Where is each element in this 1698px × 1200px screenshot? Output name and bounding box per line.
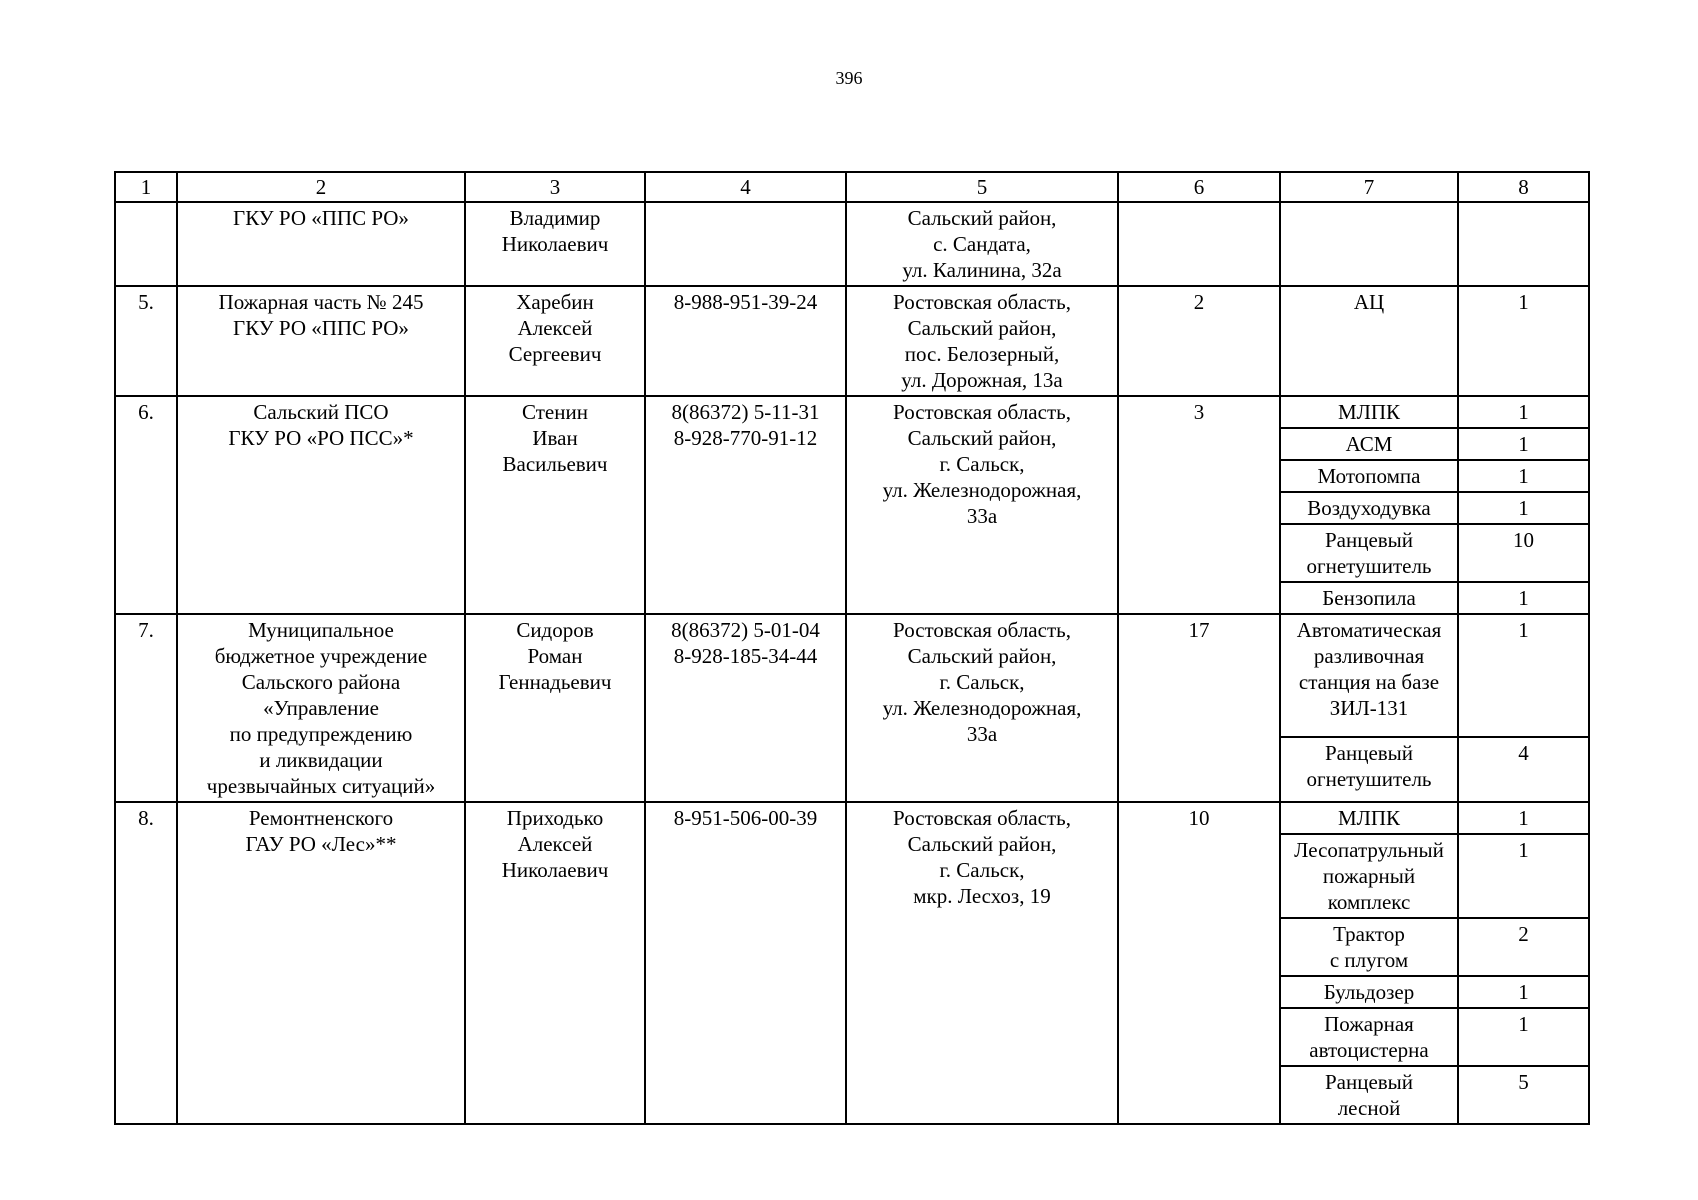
- table-row: [115, 614, 1589, 737]
- equipment-quantity-cell: 5: [1458, 1066, 1589, 1124]
- organization-cell: Муниципальное бюджетное учреждение Сальского района «Управление по предупреждению и ликвидации чрезвычайных ситуаций»: [177, 614, 465, 802]
- row-number-cell: 6.: [115, 396, 177, 614]
- phone-cell: 8-988-951-39-24: [645, 286, 846, 396]
- responsible-person-cell: Сидоров Роман Геннадьевич: [465, 614, 645, 802]
- equipment-name-cell: Мотопомпа: [1280, 460, 1458, 492]
- equipment-quantity-cell: 1: [1458, 802, 1589, 834]
- equipment-name-cell: Ранцевый огнетушитель: [1280, 524, 1458, 582]
- equipment-quantity-cell: 1: [1458, 460, 1589, 492]
- equipment-name-cell: Ранцевый лесной: [1280, 1066, 1458, 1124]
- equipment-quantity-cell: 1: [1458, 396, 1589, 428]
- equipment-quantity-cell: [1458, 202, 1589, 286]
- address-cell: Ростовская область, Сальский район, г. Сальск, ул. Железнодорожная, 33а: [846, 396, 1118, 614]
- header-cell: 6: [1118, 172, 1280, 202]
- header-row: [115, 172, 1589, 202]
- equipment-quantity-cell: 4: [1458, 737, 1589, 802]
- equipment-quantity-cell: 1: [1458, 614, 1589, 737]
- equipment-name-cell: Воздуходувка: [1280, 492, 1458, 524]
- organization-cell: Пожарная часть № 245 ГКУ РО «ППС РО»: [177, 286, 465, 396]
- equipment-name-cell: Бульдозер: [1280, 976, 1458, 1008]
- phone-cell: [645, 202, 846, 286]
- table-body: [115, 172, 1589, 1124]
- equipment-quantity-cell: 1: [1458, 492, 1589, 524]
- personnel-count-cell: [1118, 202, 1280, 286]
- equipment-name-cell: Автоматическая разливочная станция на базе ЗИЛ-131: [1280, 614, 1458, 737]
- equipment-quantity-cell: 10: [1458, 524, 1589, 582]
- responsible-person-cell: Владимир Николаевич: [465, 202, 645, 286]
- equipment-name-cell: Ранцевый огнетушитель: [1280, 737, 1458, 802]
- header-cell: 8: [1458, 172, 1589, 202]
- equipment-name-cell: АСМ: [1280, 428, 1458, 460]
- equipment-quantity-cell: 1: [1458, 286, 1589, 396]
- equipment-name-cell: Пожарная автоцистерна: [1280, 1008, 1458, 1066]
- equipment-quantity-cell: 1: [1458, 834, 1589, 918]
- equipment-name-cell: Бензопила: [1280, 582, 1458, 614]
- responsible-person-cell: Харебин Алексей Сергеевич: [465, 286, 645, 396]
- personnel-count-cell: 2: [1118, 286, 1280, 396]
- equipment-quantity-cell: 1: [1458, 582, 1589, 614]
- phone-cell: 8(86372) 5-11-31 8-928-770-91-12: [645, 396, 846, 614]
- equipment-quantity-cell: 1: [1458, 1008, 1589, 1066]
- organization-cell: ГКУ РО «ППС РО»: [177, 202, 465, 286]
- phone-cell: 8-951-506-00-39: [645, 802, 846, 1124]
- equipment-name-cell: Трактор с плугом: [1280, 918, 1458, 976]
- organization-cell: Сальский ПСО ГКУ РО «РО ПСС»*: [177, 396, 465, 614]
- table-row: [115, 396, 1589, 428]
- address-cell: Ростовская область, Сальский район, г. Сальск, мкр. Лесхоз, 19: [846, 802, 1118, 1124]
- equipment-quantity-cell: 1: [1458, 428, 1589, 460]
- address-cell: Ростовская область, Сальский район, г. Сальск, ул. Железнодорожная, 33а: [846, 614, 1118, 802]
- address-cell: Ростовская область, Сальский район, пос. Белозерный, ул. Дорожная, 13а: [846, 286, 1118, 396]
- page-number: 396: [835, 68, 863, 88]
- row-number-cell: [115, 202, 177, 286]
- equipment-table: [114, 171, 1590, 1125]
- equipment-quantity-cell: 2: [1458, 918, 1589, 976]
- personnel-count-cell: 10: [1118, 802, 1280, 1124]
- equipment-name-cell: МЛПК: [1280, 802, 1458, 834]
- header-cell: 5: [846, 172, 1118, 202]
- table-row: [115, 802, 1589, 834]
- table-row: [115, 286, 1589, 396]
- table-row: [115, 202, 1589, 286]
- equipment-name-cell: МЛПК: [1280, 396, 1458, 428]
- address-cell: Сальский район, с. Сандата, ул. Калинина, 32а: [846, 202, 1118, 286]
- header-cell: 1: [115, 172, 177, 202]
- row-number-cell: 5.: [115, 286, 177, 396]
- equipment-name-cell: [1280, 202, 1458, 286]
- row-number-cell: 7.: [115, 614, 177, 802]
- equipment-quantity-cell: 1: [1458, 976, 1589, 1008]
- personnel-count-cell: 17: [1118, 614, 1280, 802]
- header-cell: 7: [1280, 172, 1458, 202]
- header-cell: 2: [177, 172, 465, 202]
- responsible-person-cell: Стенин Иван Васильевич: [465, 396, 645, 614]
- row-number-cell: 8.: [115, 802, 177, 1124]
- organization-cell: Ремонтненского ГАУ РО «Лес»**: [177, 802, 465, 1124]
- phone-cell: 8(86372) 5-01-04 8-928-185-34-44: [645, 614, 846, 802]
- header-cell: 4: [645, 172, 846, 202]
- equipment-name-cell: Лесопатрульный пожарный комплекс: [1280, 834, 1458, 918]
- header-cell: 3: [465, 172, 645, 202]
- responsible-person-cell: Приходько Алексей Николаевич: [465, 802, 645, 1124]
- equipment-name-cell: АЦ: [1280, 286, 1458, 396]
- personnel-count-cell: 3: [1118, 396, 1280, 614]
